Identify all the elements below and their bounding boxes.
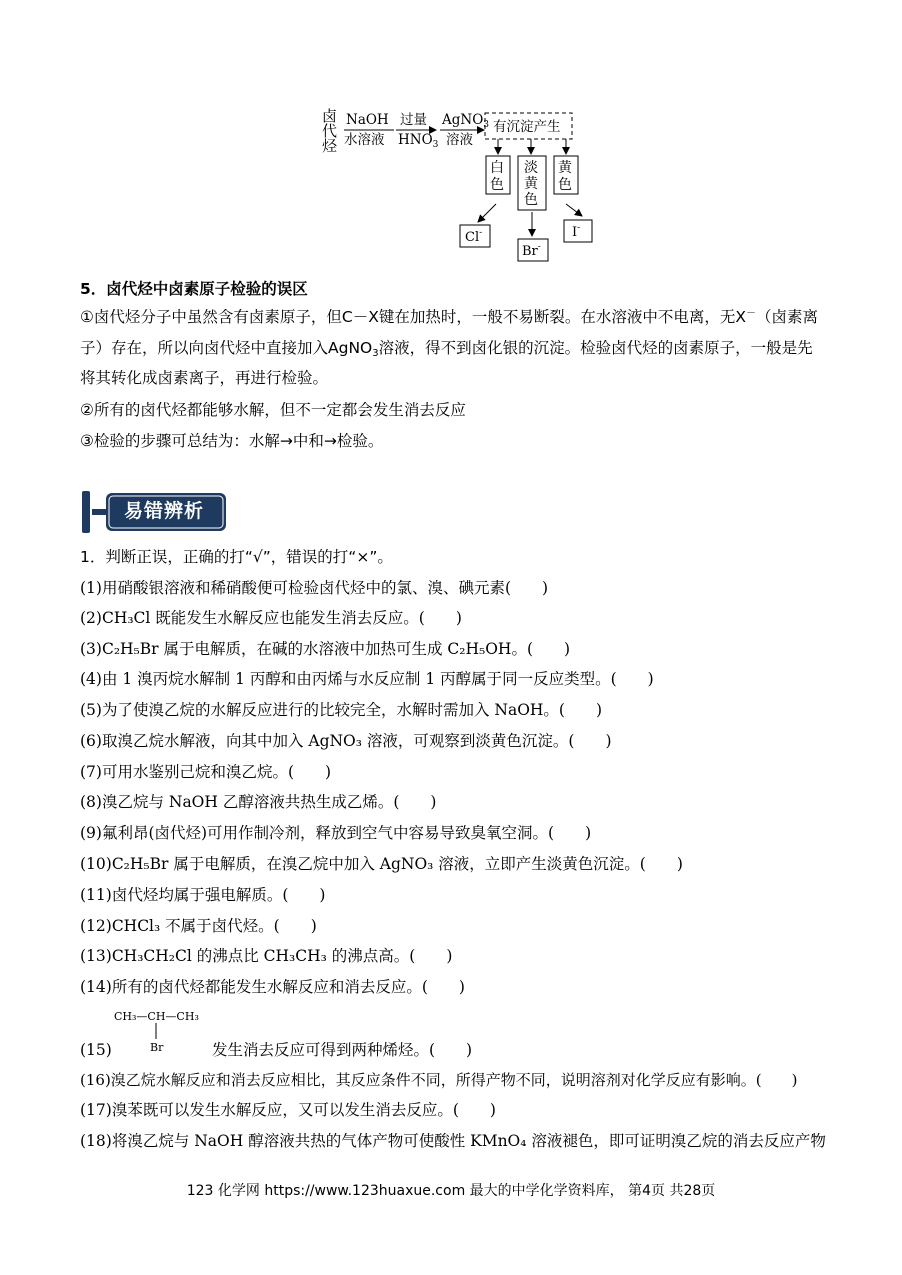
- q15-structural-formula: [114, 1008, 214, 1054]
- ion-bromide: Br-: [522, 242, 541, 259]
- section5-paragraph-2: ②所有的卤代烃都能够水解，但不一定都会发生消去反应: [80, 401, 466, 419]
- step1-reagent: NaOH: [346, 112, 389, 128]
- color-white-1: 白: [490, 160, 504, 176]
- ion-chloride: Cl-: [465, 228, 483, 245]
- question-9: (9)氟利昂(卤代烃)可用作制冷剂，释放到空气中容易导致臭氧空洞。( ): [80, 824, 592, 842]
- page-footer: 123 化学网 https://www.123huaxue.com 最大的中学化学资料库， 第4页 共28页: [186, 1183, 716, 1199]
- section5-paragraph-3: ③检验的步骤可总结为：水解→中和→检验。: [80, 432, 384, 450]
- question-1: (1)用硝酸银溶液和稀硝酸便可检验卤代烃中的氯、溴、碘元素( ): [80, 579, 549, 597]
- question-11: (11)卤代烃均属于强电解质。( ): [80, 886, 326, 904]
- question-17: (17)溴苯既可以发生水解反应，又可以发生消去反应。( ): [80, 1101, 496, 1119]
- question-10: (10)C₂H₅Br 属于电解质，在溴乙烷中加入 AgNO₃ 溶液，立即产生淡黄色沉淀。( ): [80, 855, 683, 873]
- step2-condition: $HNO_3$: [398, 132, 439, 150]
- color-paleyellow-3: 色: [524, 192, 538, 208]
- question-3: (3)C₂H₅Br 属于电解质，在碱的水溶液中加热可生成 C₂H₅OH。( ): [80, 640, 571, 658]
- question-7: (7)可用水鉴别己烷和溴乙烷。( ): [80, 763, 332, 781]
- question-2: (2)CH₃Cl 既能发生水解反应也能发生消去反应。( ): [80, 609, 462, 627]
- color-paleyellow-2: 黄: [524, 176, 538, 192]
- question-18: (18)将溴乙烷与 NaOH 醇溶液共热的气体产物可使酸性 KMnO₄ 溶液褪色，即可证明溴乙烷的消去反应产物: [80, 1132, 826, 1150]
- question-13: (13)CH₃CH₂Cl 的沸点比 CH₃CH₃ 的沸点高。( ): [80, 947, 453, 965]
- question-15-text: 发生消去反应可得到两种烯烃。( ): [212, 1041, 473, 1059]
- q15-struct-substituent: Br: [150, 1041, 164, 1054]
- question-15-label: (15): [80, 1041, 112, 1059]
- question-5: (5)为了使溴乙烷的水解反应进行的比较完全，水解时需加入 NaOH。( ): [80, 701, 603, 719]
- banner-label: 易错辨析: [123, 500, 204, 522]
- start-char-2: 代: [322, 122, 338, 140]
- color-yellow-1: 黄: [558, 160, 572, 176]
- intro-instruction: 1．判断正误，正确的打“√”，错误的打“×”。: [80, 548, 393, 566]
- step3-reagent: AgNO$_3$: [442, 112, 490, 130]
- halogen-test-flow-diagram: [318, 104, 608, 264]
- section5-heading: 5．卤代烃中卤素原子检验的误区: [80, 280, 308, 298]
- question-14: (14)所有的卤代烃都能发生水解反应和消去反应。( ): [80, 978, 465, 996]
- color-yellow-2: 色: [558, 177, 572, 193]
- ion-iodide: I-: [572, 223, 581, 240]
- question-16: (16)溴乙烷水解反应和消去反应相比，其反应条件不同，所得产物不同，说明溶剂对化学反应有影响。( ): [80, 1071, 798, 1089]
- color-white-2: 色: [490, 177, 504, 193]
- color-paleyellow-1: 淡: [524, 160, 538, 176]
- precipitate-result: 有沉淀产生: [493, 119, 561, 135]
- question-8: (8)溴乙烷与 NaOH 乙醇溶液共热生成乙烯。( ): [80, 793, 437, 811]
- start-char-3: 烃: [322, 137, 338, 155]
- question-6: (6)取溴乙烷水解液，向其中加入 AgNO₃ 溶液，可观察到淡黄色沉淀。( ): [80, 732, 612, 750]
- section5-paragraph-1: ①卤代烃分子中虽然含有卤素原子，但C－X键在加热时，一般不易断裂。在水溶液中不电离，无X－（卤素离子）存在，所以向卤代烃中直接加入AgNO$_3$溶液，得不到卤化银的沉淀。检验卤代烃的卤素原子，一般是先将其转化成卤素离子，再进行检验。: [80, 308, 818, 387]
- step3-condition: 溶液: [446, 132, 473, 148]
- q15-struct-chain: CH₃—CH—CH₃: [114, 1010, 199, 1023]
- step1-condition: 水溶液: [344, 132, 385, 148]
- step2-reagent: 过量: [400, 112, 427, 128]
- start-char-1: 卤: [322, 107, 338, 125]
- question-4: (4)由 1 溴丙烷水解制 1 丙醇和由丙烯与水反应制 1 丙醇属于同一反应类型。( ): [80, 670, 654, 688]
- question-12: (12)CHCl₃ 不属于卤代烃。( ): [80, 917, 317, 935]
